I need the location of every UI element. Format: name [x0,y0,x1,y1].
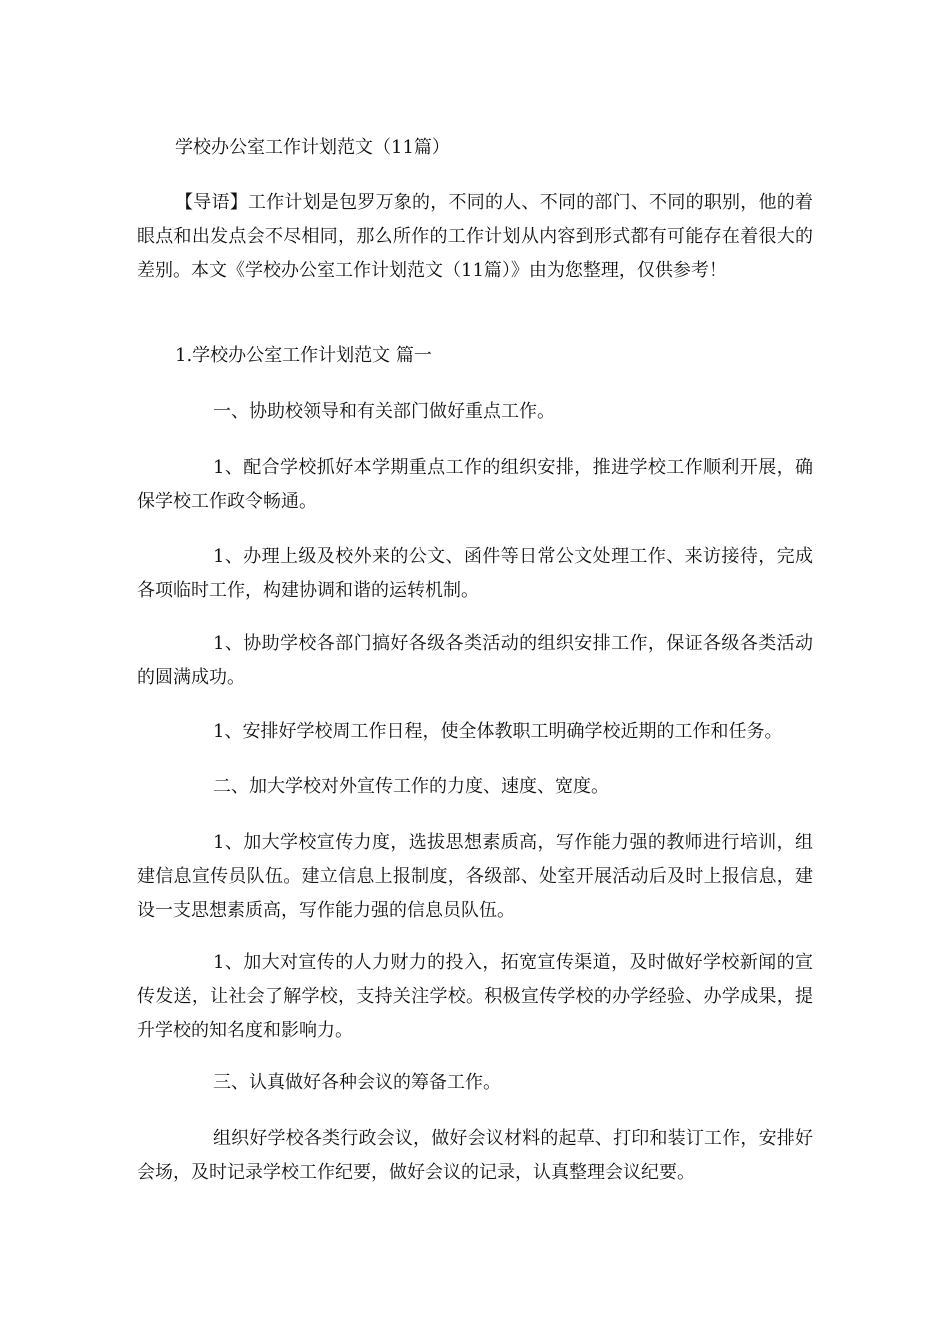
intro-paragraph: 【导语】工作计划是包罗万象的，不同的人、不同的部门、不同的职别，他的着眼点和出发点会不尽相同，那么所作的工作计划从内容到形式都有可能存在着很大的差别。本文《学校办公室工作计划范文（11篇）》由为您整理，仅供参考！ [137,192,813,281]
heading-three: 三、认真做好各种会议的筹备工作。 [213,1072,501,1093]
body-paragraph: 1、加大学校宣传力度，选拔思想素质高，写作能力强的教师进行培训，组建信息宣传员队伍。建立信息上报制度，各级部、处室开展活动后及时上报信息，建设一支思想素质高，写作能力强的信息员队伍。 [137,832,813,921]
body-paragraph: 1、办理上级及校外来的公文、函件等日常公文处理工作、来访接待，完成各项临时工作，构建协调和谐的运转机制。 [137,546,813,601]
body-paragraph: 组织好学校各类行政会议，做好会议材料的起草、打印和装订工作，安排好会场，及时记录学校工作纪要，做好会议的记录，认真整理会议纪要。 [137,1128,813,1183]
document-title: 学校办公室工作计划范文（11篇） [175,137,450,158]
heading-one: 一、协助校领导和有关部门做好重点工作。 [213,401,555,422]
body-paragraph: 1、安排好学校周工作日程，使全体教职工明确学校近期的工作和任务。 [213,721,783,742]
body-paragraph: 1、配合学校抓好本学期重点工作的组织安排，推进学校工作顺利开展，确保学校工作政令畅通。 [137,457,813,512]
section-heading: 1.学校办公室工作计划范文 篇一 [175,345,432,366]
body-paragraph: 1、加大对宣传的人力财力的投入，拓宽宣传渠道，及时做好学校新闻的宣传发送，让社会了解学校，支持关注学校。积极宣传学校的办学经验、办学成果，提升学校的知名度和影响力。 [137,952,813,1041]
body-paragraph: 1、协助学校各部门搞好各级各类活动的组织安排工作，保证各级各类活动的圆满成功。 [137,633,813,688]
heading-two: 二、加大学校对外宣传工作的力度、速度、宽度。 [213,776,609,797]
